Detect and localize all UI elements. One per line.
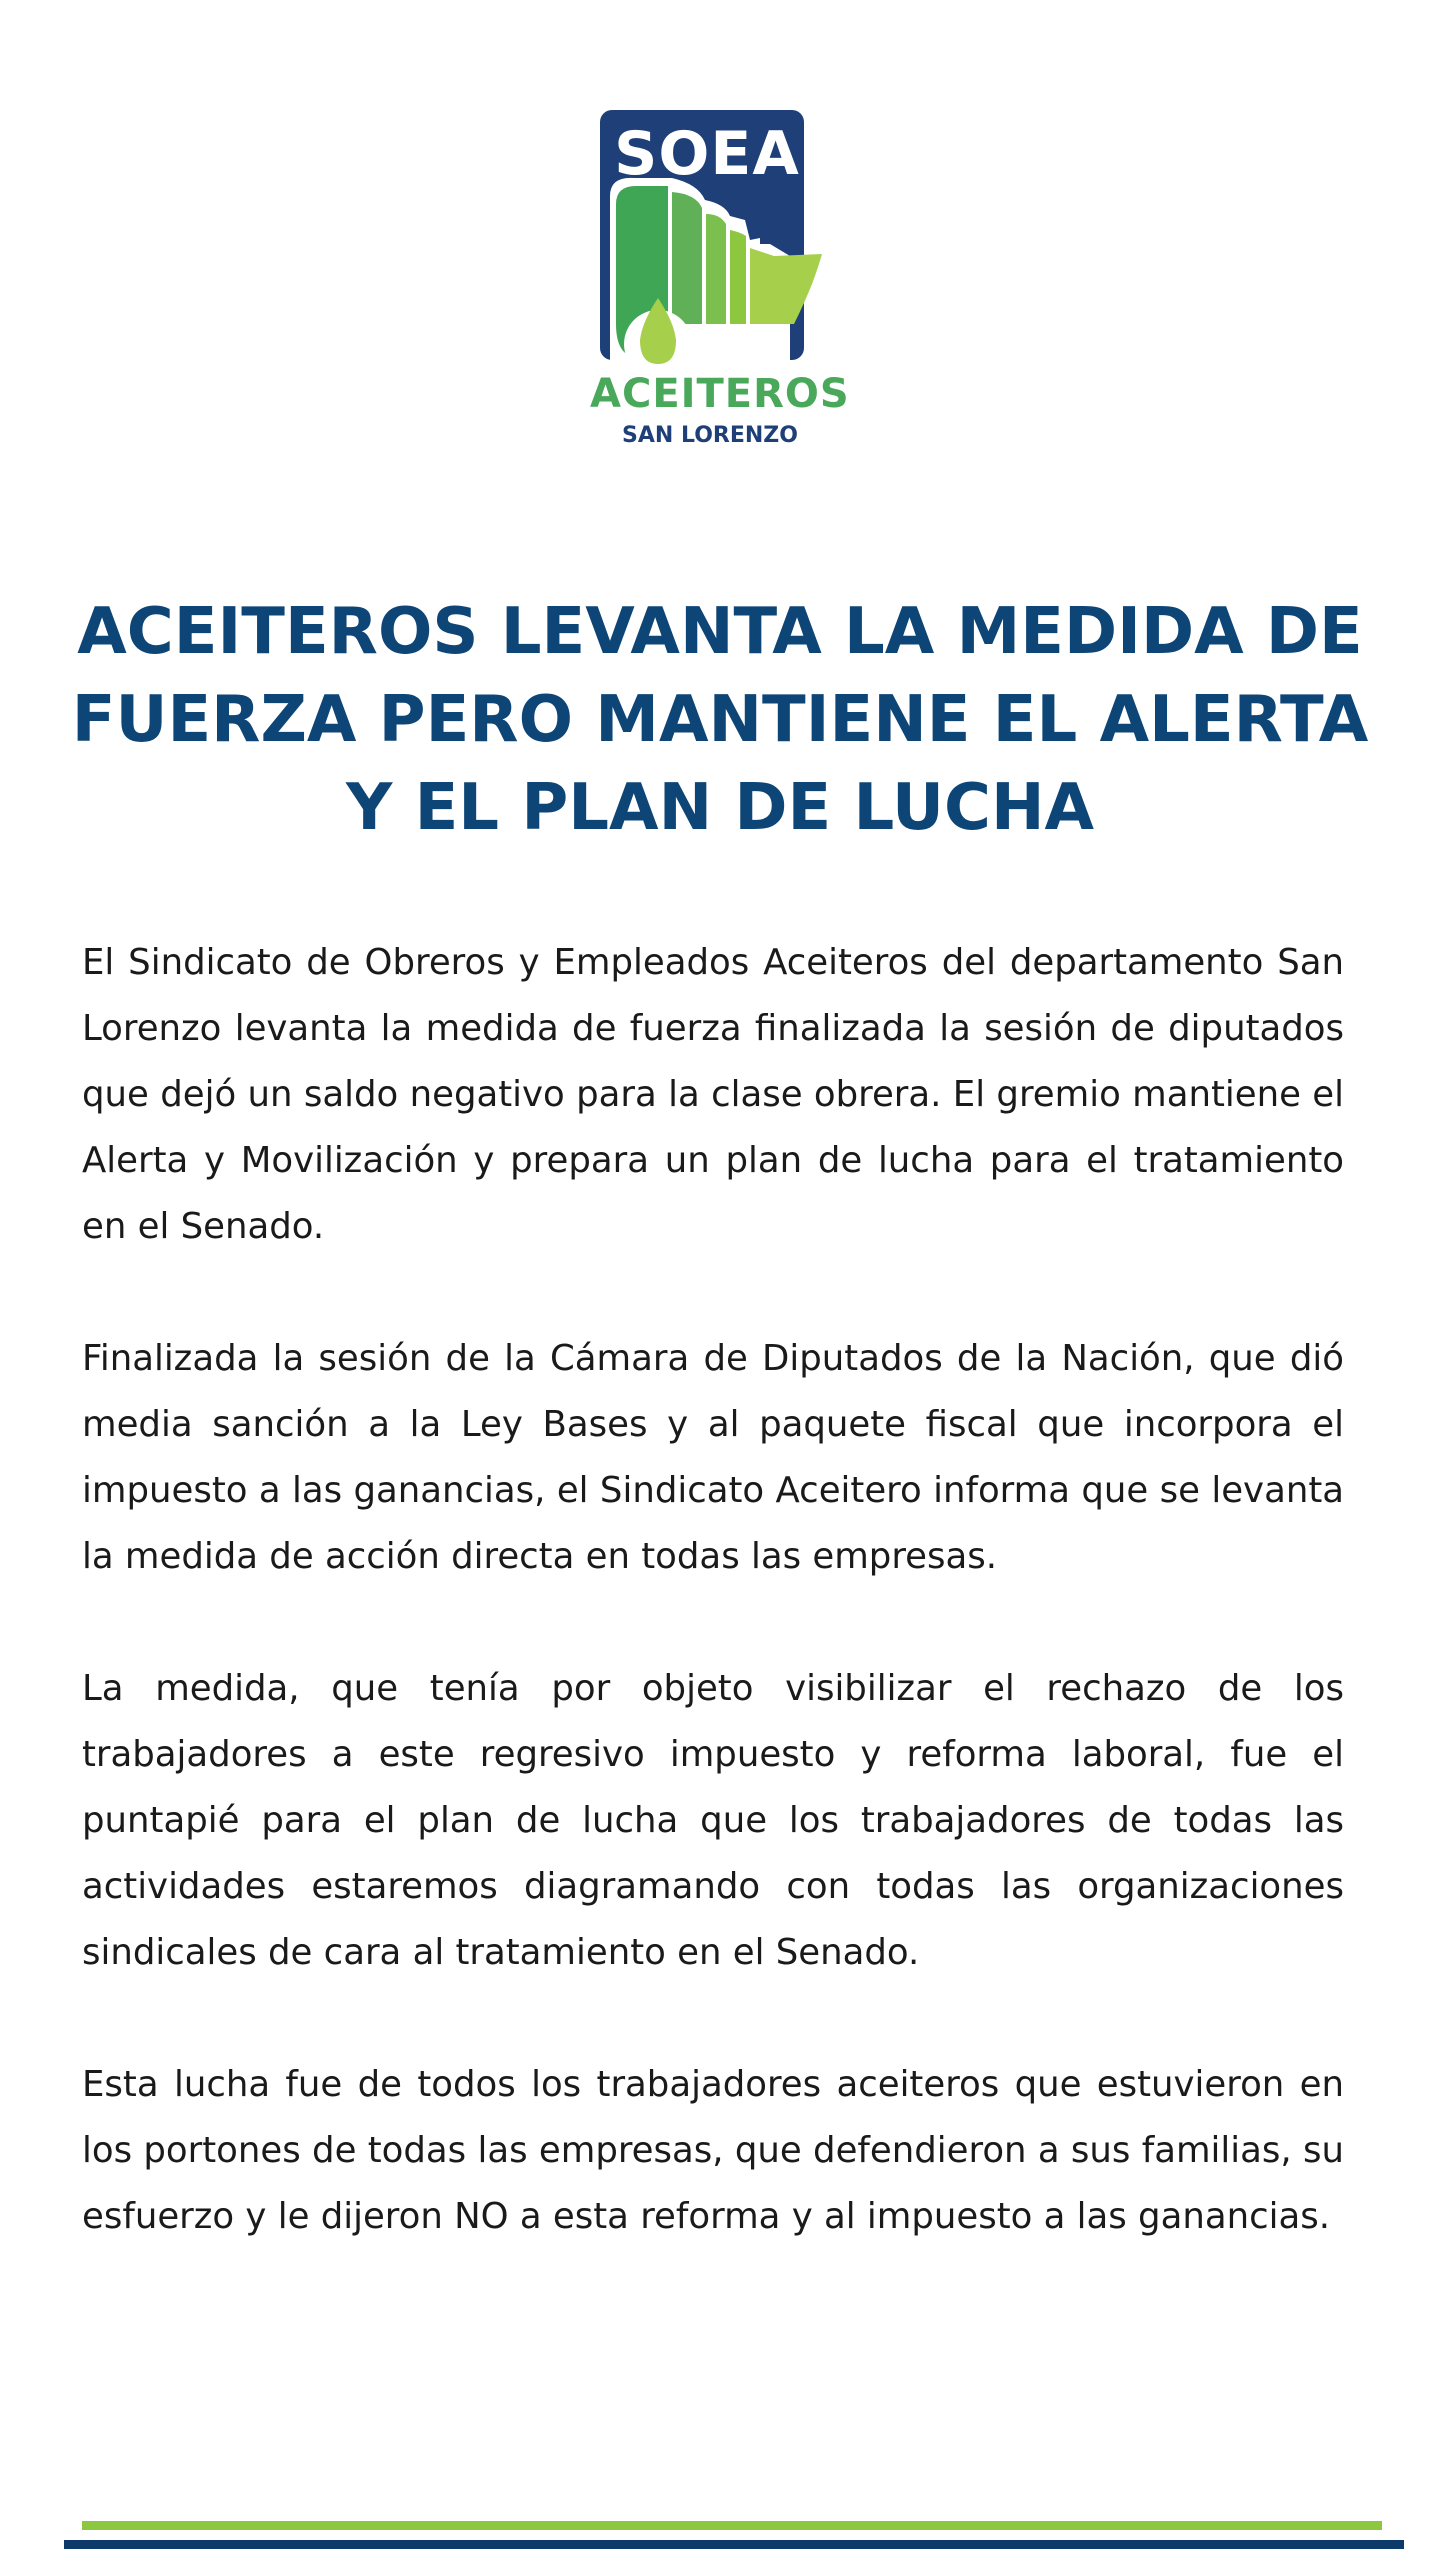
logo-tank-2	[672, 192, 702, 324]
footer-rule-blue	[64, 2540, 1404, 2549]
paragraph-4: Esta lucha fue de todos los trabajadores aceiteros que estuvieron en los portones de todas las empresas, que defendieron a sus familias, su esfuerzo y le dijeron NO a esta reforma y al impuesto a las ganancias.	[82, 2064, 1344, 2237]
headline: ACEITEROS LEVANTA LA MEDIDA DE FUERZA PERO MANTIENE EL ALERTA Y EL PLAN DE LUCHA	[71, 595, 1369, 845]
logo-tank-3	[706, 214, 726, 324]
logo-tank-4	[730, 230, 746, 324]
logo-san-lorenzo-text: SAN LORENZO	[622, 423, 798, 448]
logo-aceiteros-text: ACEITEROS	[590, 371, 850, 417]
footer-rule-green	[82, 2521, 1382, 2530]
article-body	[82, 930, 1344, 2316]
soea-logo	[590, 108, 850, 458]
logo-soea-text: SOEA	[614, 119, 800, 189]
paragraph-1: El Sindicato de Obreros y Empleados Aceiteros del departamento San Lorenzo levanta la medida de fuerza finalizada la sesión de diputados que dejó un saldo negativo para la clase obrera. El gremio mantiene el Alerta y Movilización y prepara un plan de lucha para el tratamiento en el Senado.	[82, 942, 1344, 1247]
paragraph-3: La medida, que tenía por objeto visibilizar el rechazo de los trabajadores a este regresivo impuesto y reforma laboral, fue el puntapié para el plan de lucha que los trabajadores de todas las actividades estaremos diagramando con todas las organizaciones sindicales de cara al tratamiento en el Senado.	[82, 1668, 1344, 1973]
paragraph-2: Finalizada la sesión de la Cámara de Diputados de la Nación, que dió media sanción a la Ley Bases y al paquete fiscal que incorpora el impuesto a las ganancias, el Sindicato Aceitero informa que se levanta la medida de acción directa en todas las empresas.	[82, 1338, 1344, 1577]
logo-small-tank	[750, 248, 822, 324]
